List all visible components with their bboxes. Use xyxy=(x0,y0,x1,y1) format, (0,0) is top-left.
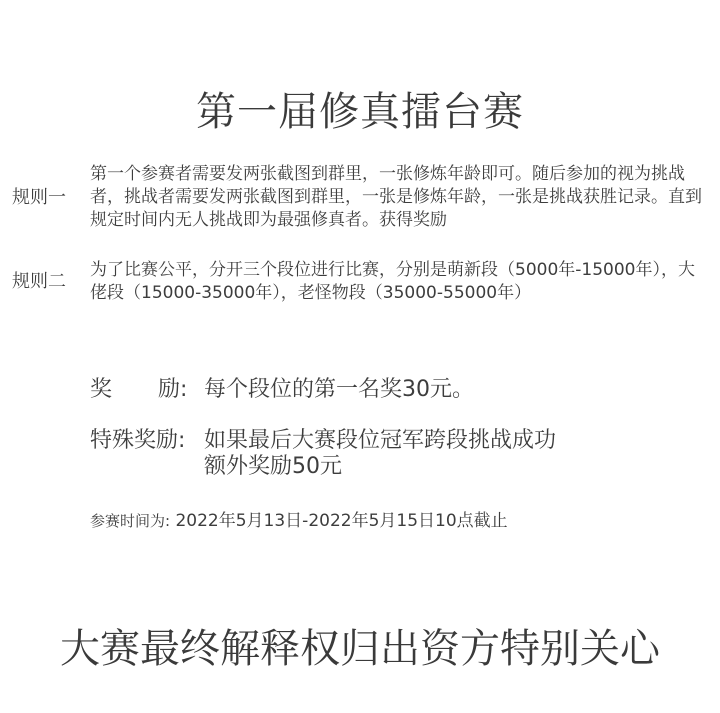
page-title: 第一届修真擂台赛 xyxy=(196,89,524,135)
reward-label-last: 励: xyxy=(158,377,188,402)
rule-one-label: 规则一 xyxy=(12,187,66,208)
rule-one-text: 第一个参赛者需要发两张截图到群里，一张修炼年龄即可。随后参加的视为挑战者，挑战者需要发两张截图到群里，一张是修炼年龄，一张是挑战获胜记录。直到规定时间内无人挑战即为最强修真者。获得奖励 xyxy=(90,164,702,230)
reward-label xyxy=(90,376,204,404)
reward-text: 每个段位的第一名奖30元。 xyxy=(204,377,474,402)
special-reward-label: 特殊奖励: xyxy=(90,428,186,453)
rule-two-text: 为了比赛公平，分开三个段位进行比赛，分别是萌新段（5000年-15000年），大佬段（15000-35000年），老怪物段（35000-55000年） xyxy=(90,260,695,303)
special-reward-line1: 如果最后大赛段位冠军跨段挑战成功 xyxy=(204,428,557,453)
reward-row xyxy=(90,376,474,404)
footer-notice: 大赛最终解释权归出资方特别关心 xyxy=(60,626,660,672)
time-text: 2022年5月13日-2022年5月15日10点截止 xyxy=(175,511,508,531)
special-reward-row xyxy=(90,427,556,455)
time-row xyxy=(90,510,508,532)
special-reward-line2: 额外奖励50元 xyxy=(204,454,342,479)
rule-two-label: 规则二 xyxy=(12,271,66,292)
reward-label-first: 奖 xyxy=(90,377,113,402)
time-label: 参赛时间为: xyxy=(90,512,171,530)
